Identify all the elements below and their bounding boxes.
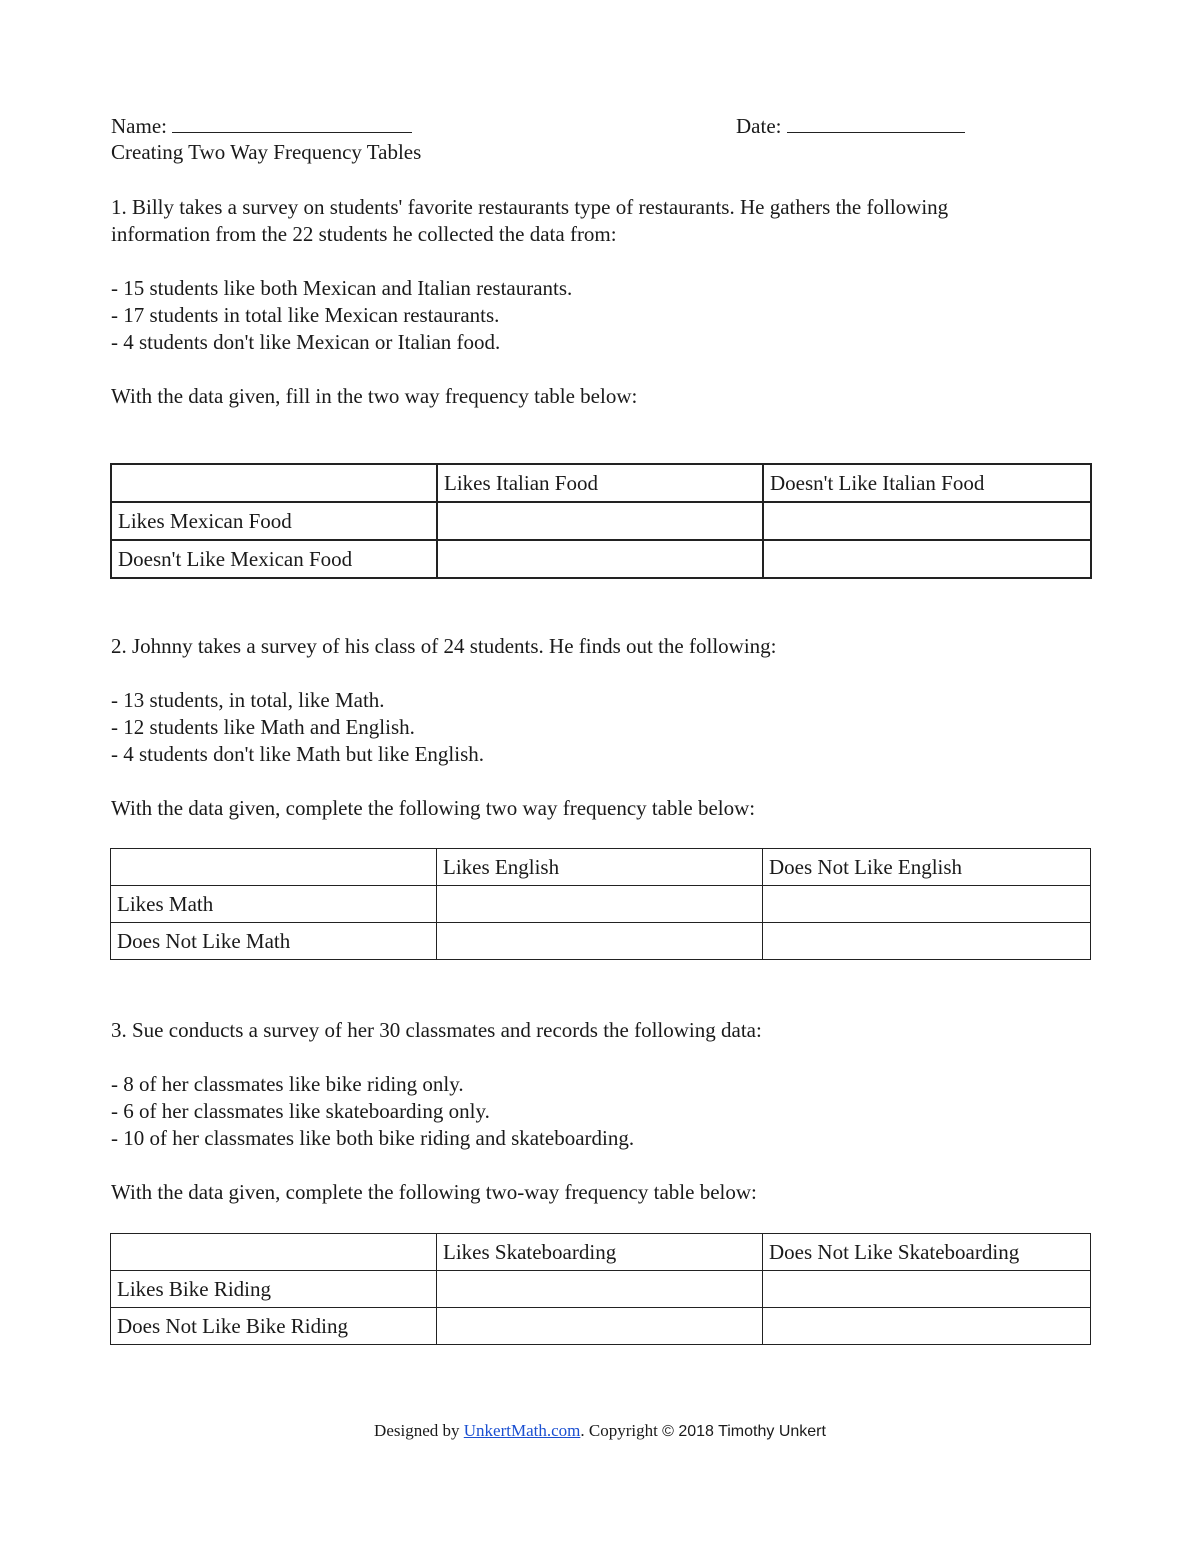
q2-line1: 2. Johnny takes a survey of his class of 24 students. He finds out the following: (111, 634, 777, 658)
answer-cell[interactable] (763, 923, 1091, 960)
table-row (111, 502, 1091, 540)
answer-cell[interactable] (437, 923, 763, 960)
table-row (111, 1271, 1091, 1308)
answer-cell[interactable] (763, 540, 1091, 578)
q2-frequency-table (110, 848, 1091, 960)
table-row (111, 886, 1091, 923)
table-row (111, 923, 1091, 960)
answer-cell[interactable] (437, 1271, 763, 1308)
q3-bullet-2: - 6 of her classmates like skateboarding only. (111, 1099, 490, 1123)
footer-copyright-prefix: . Copyright (580, 1421, 663, 1440)
q2-bullet-3: - 4 students don't like Math but like English. (111, 742, 485, 766)
corner-cell (111, 464, 437, 502)
col-header: Doesn't Like Italian Food (763, 464, 1091, 502)
footer-designed-by: Designed by (374, 1421, 464, 1440)
col-header: Does Not Like Skateboarding (763, 1234, 1091, 1271)
name-label: Name: (111, 114, 167, 138)
answer-cell[interactable] (763, 1271, 1091, 1308)
row-header: Likes Mexican Food (111, 502, 437, 540)
table-row (111, 1234, 1091, 1271)
q3-bullet-1: - 8 of her classmates like bike riding only. (111, 1072, 464, 1096)
table-row (111, 1308, 1091, 1345)
row-header: Does Not Like Math (111, 923, 437, 960)
row-header: Likes Math (111, 886, 437, 923)
q3-bullet-3: - 10 of her classmates like both bike riding and skateboarding. (111, 1126, 635, 1150)
q1-instruction: With the data given, fill in the two way frequency table below: (111, 384, 638, 408)
table-row (111, 464, 1091, 502)
table-row (111, 540, 1091, 578)
worksheet-title: Creating Two Way Frequency Tables (111, 140, 422, 164)
col-header: Likes Italian Food (437, 464, 763, 502)
answer-cell[interactable] (437, 1308, 763, 1345)
date-row (736, 112, 965, 140)
q3-line1: 3. Sue conducts a survey of her 30 classmates and records the following data: (111, 1018, 762, 1042)
q3-instruction: With the data given, complete the following two-way frequency table below: (111, 1180, 757, 1204)
name-blank[interactable] (172, 112, 412, 133)
q1-bullet-3: - 4 students don't like Mexican or Italian food. (111, 330, 501, 354)
answer-cell[interactable] (437, 540, 763, 578)
q1-line2: information from the 22 students he collected the data from: (111, 222, 617, 246)
footer (0, 1421, 1200, 1441)
answer-cell[interactable] (763, 502, 1091, 540)
q1-bullet-2: - 17 students in total like Mexican restaurants. (111, 303, 500, 327)
corner-cell (111, 849, 437, 886)
date-label: Date: (736, 114, 782, 138)
name-row (111, 112, 412, 140)
q1-frequency-table (110, 463, 1092, 579)
date-blank[interactable] (787, 112, 965, 133)
answer-cell[interactable] (763, 1308, 1091, 1345)
q3-frequency-table (110, 1233, 1091, 1345)
q1-bullet-1: - 15 students like both Mexican and Italian restaurants. (111, 276, 573, 300)
answer-cell[interactable] (763, 886, 1091, 923)
table-row (111, 849, 1091, 886)
col-header: Likes English (437, 849, 763, 886)
row-header: Does Not Like Bike Riding (111, 1308, 437, 1345)
row-header: Likes Bike Riding (111, 1271, 437, 1308)
row-header: Doesn't Like Mexican Food (111, 540, 437, 578)
q2-instruction: With the data given, complete the following two way frequency table below: (111, 796, 756, 820)
q2-bullet-2: - 12 students like Math and English. (111, 715, 415, 739)
answer-cell[interactable] (437, 502, 763, 540)
footer-copyright: © 2018 Timothy Unkert (662, 1423, 826, 1440)
q2-bullet-1: - 13 students, in total, like Math. (111, 688, 385, 712)
col-header: Does Not Like English (763, 849, 1091, 886)
answer-cell[interactable] (437, 886, 763, 923)
footer-link[interactable]: UnkertMath.com (463, 1421, 581, 1440)
q1-line1: 1. Billy takes a survey on students' favorite restaurants type of restaurants. He gathers the following (111, 195, 949, 219)
corner-cell (111, 1234, 437, 1271)
col-header: Likes Skateboarding (437, 1234, 763, 1271)
